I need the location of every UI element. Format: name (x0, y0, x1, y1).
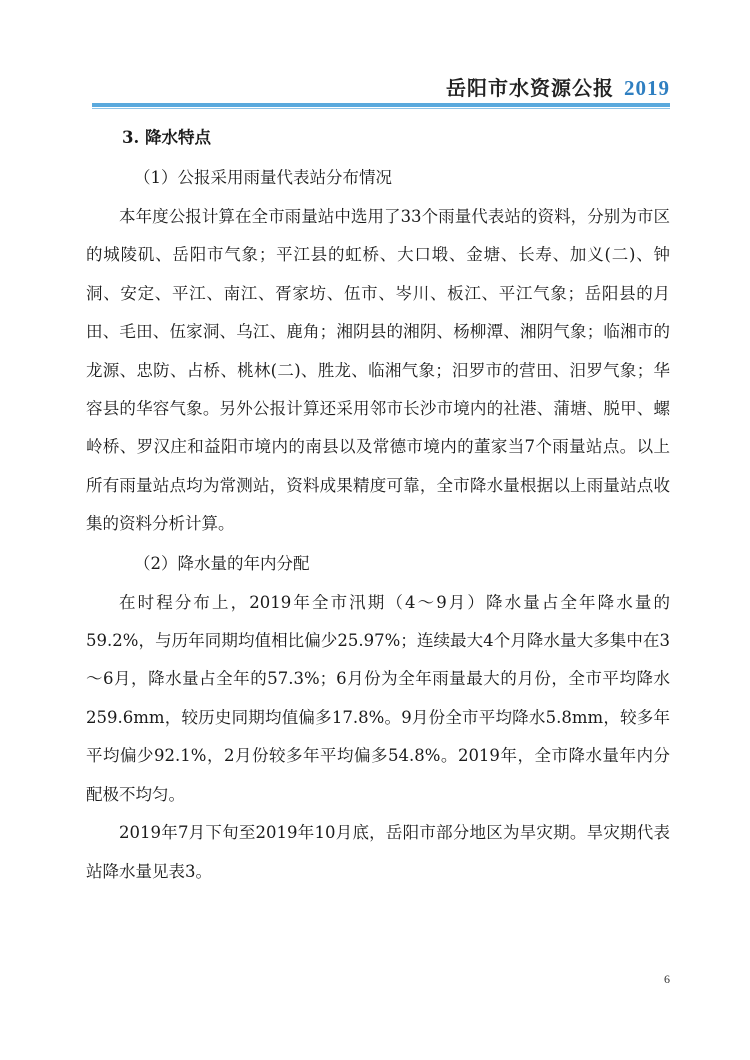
page-body (86, 118, 670, 891)
subsection-title-1: （1）公报采用雨量代表站分布情况 (134, 168, 392, 187)
header-rule (92, 103, 670, 107)
header-title: 岳阳市水资源公报 (446, 76, 614, 100)
paragraph-1: 本年度公报计算在全市雨量站中选用了33个雨量代表站的资料，分别为市区的城陵矶、岳阳市气象；平江县的虹桥、大口塅、金塘、长寿、加义(二)、钟洞、安定、平江、南江、胥家坊、伍市、岑川、板江、平江气象；岳阳县的月田、毛田、伍家洞、乌江、鹿角；湘阴县的湘阴、杨柳潭、湘阴气象；临湘市的龙源、忠防、占桥、桃林(二)、胜龙、临湘气象；汨罗市的营田、汨罗气象；华容县的华容气象。另外公报计算还采用邻市长沙市境内的社港、蒲塘、脱甲、螺岭桥、罗汉庄和益阳市境内的南县以及常德市境内的董家当7个雨量站点。以上所有雨量站点均为常测站，资料成果精度可靠，全市降水量根据以上雨量站点收集的资料分析计算。 (86, 207, 670, 534)
page-number: 6 (664, 972, 670, 986)
paragraph-2: 在时程分布上，2019年全市汛期（4～9月）降水量占全年降水量的59.2%，与历年同期均值相比偏少25.97%；连续最大4个月降水量大多集中在3～6月，降水量占全年的57.3%；6月份为全年雨量最大的月份，全市平均降水259.6mm，较历史同期均值偏多17.8%。9月份全市平均降水5.8mm，较多年平均偏少92.1%，2月份较多年平均偏多54.8%。2019年，全市降水量年内分配极不均匀。 (86, 592, 670, 804)
header-rule-thin (92, 108, 670, 109)
section-title: 3. 降水特点 (122, 128, 211, 147)
subsection-title-2: （2）降水量的年内分配 (134, 553, 310, 573)
paragraph-3: 2019年7月下旬至2019年10月底，岳阳市部分地区为旱灾期。旱灾期代表站降水量见表3。 (86, 823, 670, 881)
page-header (92, 72, 670, 100)
header-year: 2019 (624, 76, 670, 100)
